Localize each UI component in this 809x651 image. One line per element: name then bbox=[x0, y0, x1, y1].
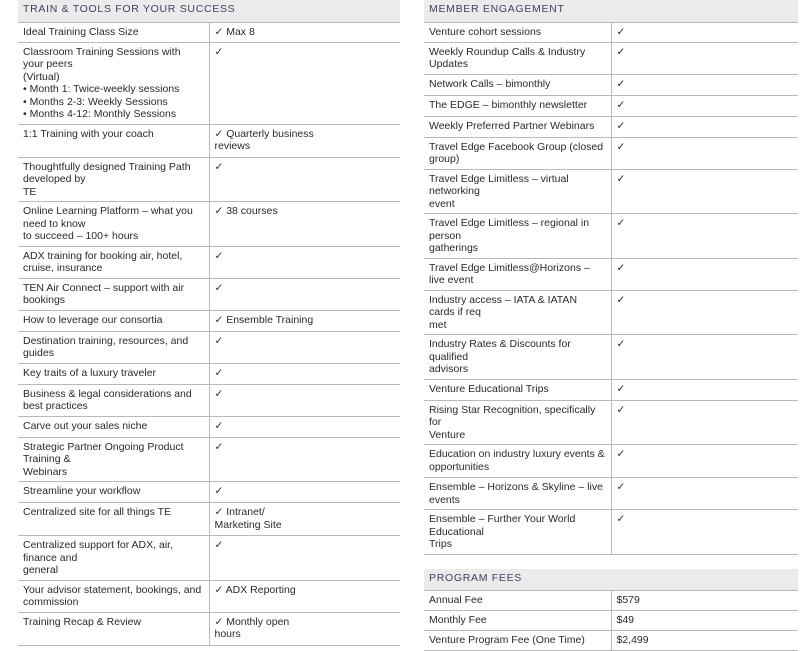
train-label-line: to succeed – 100+ hours bbox=[23, 230, 204, 243]
train-row-label bbox=[18, 437, 209, 482]
checkmark-value: ✓ bbox=[215, 420, 396, 433]
train-row-label bbox=[18, 278, 209, 310]
train-label-line: • Months 2-3: Weekly Sessions bbox=[23, 96, 204, 109]
engagement-row-value bbox=[611, 290, 798, 335]
train-row-value bbox=[209, 580, 400, 612]
train-row-value bbox=[209, 22, 400, 42]
engagement-row bbox=[424, 74, 798, 95]
checkmark-value: ✓ 38 courses bbox=[215, 205, 396, 218]
checkmark-value: ✓ bbox=[215, 335, 396, 348]
train-label-line: Webinars bbox=[23, 466, 204, 479]
train-row bbox=[18, 202, 400, 247]
engagement-row-label bbox=[424, 510, 611, 555]
train-row-value bbox=[209, 503, 400, 536]
engagement-row-label bbox=[424, 42, 611, 74]
program-fees-table bbox=[424, 555, 798, 651]
train-row-value bbox=[209, 612, 400, 645]
train-row bbox=[18, 22, 400, 42]
train-label-line: TEN Air Connect – support with air bookings bbox=[23, 282, 204, 307]
train-row-value bbox=[209, 437, 400, 482]
fees-value-line: $49 bbox=[617, 614, 794, 627]
checkmark-value: ✓ bbox=[617, 448, 794, 461]
train-label-line: Strategic Partner Ongoing Product Training & bbox=[23, 441, 204, 466]
engagement-label-line: Rising Star Recognition, specifically for bbox=[429, 404, 606, 429]
train-label-line: Streamline your workflow bbox=[23, 485, 204, 498]
engagement-label-line: Travel Edge Facebook Group (closed group) bbox=[429, 141, 606, 166]
train-row-label bbox=[18, 310, 209, 331]
checkmark-value: ✓ Quarterly business bbox=[215, 128, 396, 141]
train-row-value bbox=[209, 482, 400, 503]
engagement-label-line: gatherings bbox=[429, 242, 606, 255]
checkmark-value: ✓ bbox=[617, 141, 794, 154]
train-row bbox=[18, 503, 400, 536]
checkmark-value: ✓ ADX Reporting bbox=[215, 584, 396, 597]
train-label-line: • Months 4-12: Monthly Sessions bbox=[23, 108, 204, 121]
train-row-value bbox=[209, 157, 400, 202]
engagement-row-label bbox=[424, 290, 611, 335]
checkmark-value: ✓ bbox=[215, 388, 396, 401]
engagement-row-label bbox=[424, 400, 611, 445]
train-row-value bbox=[209, 310, 400, 331]
engagement-row-value bbox=[611, 379, 798, 400]
fees-row-label bbox=[424, 611, 611, 631]
train-label-line: general bbox=[23, 564, 204, 577]
train-tools-table bbox=[18, 0, 400, 646]
checkmark-value: ✓ bbox=[215, 485, 396, 498]
engagement-label-line: Industry Rates & Discounts for qualified bbox=[429, 338, 606, 363]
checkmark-value: ✓ bbox=[617, 120, 794, 133]
train-row-label bbox=[18, 384, 209, 416]
train-row-label bbox=[18, 363, 209, 384]
fees-value-line: $579 bbox=[617, 594, 794, 607]
checkmark-value: ✓ bbox=[617, 78, 794, 91]
engagement-row-value bbox=[611, 335, 798, 380]
engagement-label-line: Education on industry luxury events & bbox=[429, 448, 606, 461]
engagement-row-value bbox=[611, 478, 798, 510]
engagement-label-line: Ensemble – Horizons & Skyline – live events bbox=[429, 481, 606, 506]
fees-row-label bbox=[424, 591, 611, 611]
train-row-label bbox=[18, 503, 209, 536]
checkmark-value: ✓ bbox=[617, 481, 794, 494]
train-row bbox=[18, 310, 400, 331]
train-row-label bbox=[18, 331, 209, 363]
train-label-line: • Month 1: Twice-weekly sessions bbox=[23, 83, 204, 96]
fees-row-label bbox=[424, 631, 611, 651]
train-row-label bbox=[18, 22, 209, 42]
train-row-value bbox=[209, 331, 400, 363]
train-row-label bbox=[18, 536, 209, 581]
engagement-row-value bbox=[611, 214, 798, 259]
engagement-label-line: Travel Edge Limitless@Horizons – live event bbox=[429, 262, 606, 287]
fees-row bbox=[424, 591, 798, 611]
train-row-label bbox=[18, 580, 209, 612]
train-row bbox=[18, 437, 400, 482]
train-label-line: Online Learning Platform – what you need to know bbox=[23, 205, 204, 230]
checkmark-value: ✓ bbox=[617, 338, 794, 351]
checkmark-value: ✓ Intranet/ bbox=[215, 506, 396, 519]
train-label-line: 1:1 Training with your coach bbox=[23, 128, 204, 141]
checkmark-value: ✓ bbox=[617, 46, 794, 59]
train-row bbox=[18, 384, 400, 416]
checkmark-value: ✓ bbox=[215, 367, 396, 380]
fees-row bbox=[424, 611, 798, 631]
checkmark-value: ✓ bbox=[617, 173, 794, 186]
engagement-row bbox=[424, 510, 798, 555]
engagement-row bbox=[424, 116, 798, 137]
engagement-row-label bbox=[424, 95, 611, 116]
checkmark-value: ✓ bbox=[617, 26, 794, 39]
train-row-value bbox=[209, 42, 400, 124]
checkmark-value: ✓ bbox=[215, 441, 396, 454]
fees-row-value bbox=[611, 631, 798, 651]
train-row bbox=[18, 246, 400, 278]
engagement-row bbox=[424, 445, 798, 478]
engagement-row-label bbox=[424, 445, 611, 478]
train-value-line: hours bbox=[215, 628, 396, 641]
train-label-line: Training Recap & Review bbox=[23, 616, 204, 629]
train-header: TRAIN & TOOLS FOR YOUR SUCCESS bbox=[18, 0, 400, 22]
train-label-line: Your advisor statement, bookings, and commission bbox=[23, 584, 204, 609]
train-label-line: Key traits of a luxury traveler bbox=[23, 367, 204, 380]
train-row bbox=[18, 536, 400, 581]
train-row-label bbox=[18, 157, 209, 202]
fees-row bbox=[424, 631, 798, 651]
engagement-label-line: Weekly Roundup Calls & Industry Updates bbox=[429, 46, 606, 71]
engagement-label-line: The EDGE – bimonthly newsletter bbox=[429, 99, 606, 112]
engagement-label-line: Venture bbox=[429, 429, 606, 442]
train-label-line: Ideal Training Class Size bbox=[23, 26, 204, 39]
engagement-row bbox=[424, 22, 798, 42]
checkmark-value: ✓ bbox=[617, 404, 794, 417]
train-row-value bbox=[209, 416, 400, 437]
engagement-row-value bbox=[611, 445, 798, 478]
train-label-line: ADX training for booking air, hotel, cruise, insurance bbox=[23, 250, 204, 275]
engagement-row-label bbox=[424, 116, 611, 137]
engagement-header: MEMBER ENGAGEMENT bbox=[424, 0, 798, 22]
train-row-value bbox=[209, 384, 400, 416]
checkmark-value: ✓ bbox=[617, 383, 794, 396]
engagement-row bbox=[424, 169, 798, 214]
engagement-row-value bbox=[611, 95, 798, 116]
engagement-label-line: met bbox=[429, 319, 606, 332]
engagement-row-label bbox=[424, 478, 611, 510]
engagement-row-label bbox=[424, 22, 611, 42]
engagement-row-value bbox=[611, 42, 798, 74]
train-value-line: reviews bbox=[215, 140, 396, 153]
train-row-value bbox=[209, 124, 400, 157]
engagement-row bbox=[424, 214, 798, 259]
fees-label-line: Annual Fee bbox=[429, 594, 606, 607]
engagement-row-label bbox=[424, 379, 611, 400]
fees-label-line: Venture Program Fee (One Time) bbox=[429, 634, 606, 647]
engagement-row-value bbox=[611, 169, 798, 214]
engagement-row bbox=[424, 335, 798, 380]
engagement-label-line: Trips bbox=[429, 538, 606, 551]
train-value-line: Marketing Site bbox=[215, 519, 396, 532]
engagement-label-line: Ensemble – Further Your World Educational bbox=[429, 513, 606, 538]
checkmark-value: ✓ Monthly open bbox=[215, 616, 396, 629]
train-row-label bbox=[18, 246, 209, 278]
engagement-label-line: opportunities bbox=[429, 461, 606, 474]
train-row-label bbox=[18, 482, 209, 503]
member-engagement-table bbox=[424, 0, 798, 555]
train-row bbox=[18, 331, 400, 363]
train-label-line: Carve out your sales niche bbox=[23, 420, 204, 433]
train-row-value bbox=[209, 363, 400, 384]
engagement-row-label bbox=[424, 137, 611, 169]
engagement-label-line: Network Calls – bimonthly bbox=[429, 78, 606, 91]
train-row-value bbox=[209, 202, 400, 247]
train-row bbox=[18, 157, 400, 202]
train-row-label bbox=[18, 202, 209, 247]
train-row-label bbox=[18, 612, 209, 645]
train-label-line: Centralized support for ADX, air, finance and bbox=[23, 539, 204, 564]
engagement-row bbox=[424, 478, 798, 510]
checkmark-value: ✓ bbox=[215, 46, 396, 59]
checkmark-value: ✓ bbox=[617, 217, 794, 230]
engagement-row-value bbox=[611, 116, 798, 137]
engagement-row-label bbox=[424, 258, 611, 290]
engagement-row bbox=[424, 42, 798, 74]
train-label-line: Thoughtfully designed Training Path developed by bbox=[23, 161, 204, 186]
train-row bbox=[18, 580, 400, 612]
checkmark-value: ✓ bbox=[617, 262, 794, 275]
checkmark-value: ✓ bbox=[215, 250, 396, 263]
engagement-row-value bbox=[611, 400, 798, 445]
train-row-value bbox=[209, 278, 400, 310]
engagement-label-line: Travel Edge Limitless – regional in person bbox=[429, 217, 606, 242]
train-row bbox=[18, 363, 400, 384]
engagement-row bbox=[424, 290, 798, 335]
train-row bbox=[18, 482, 400, 503]
fees-value-line: $2,499 bbox=[617, 634, 794, 647]
train-row-value bbox=[209, 246, 400, 278]
engagement-row bbox=[424, 379, 798, 400]
engagement-label-line: Industry access – IATA & IATAN cards if req bbox=[429, 294, 606, 319]
train-label-line: Classroom Training Sessions with your peers bbox=[23, 46, 204, 71]
fees-spacer bbox=[424, 555, 798, 569]
engagement-row bbox=[424, 95, 798, 116]
engagement-label-line: Venture cohort sessions bbox=[429, 26, 606, 39]
checkmark-value: ✓ bbox=[617, 513, 794, 526]
checkmark-value: ✓ bbox=[215, 161, 396, 174]
checkmark-value: ✓ Max 8 bbox=[215, 26, 396, 39]
fees-row-value bbox=[611, 591, 798, 611]
checkmark-value: ✓ bbox=[617, 99, 794, 112]
engagement-row-value bbox=[611, 258, 798, 290]
engagement-label-line: Travel Edge Limitless – virtual networking bbox=[429, 173, 606, 198]
checkmark-value: ✓ bbox=[215, 282, 396, 295]
engagement-row bbox=[424, 258, 798, 290]
engagement-label-line: Venture Educational Trips bbox=[429, 383, 606, 396]
engagement-row-value bbox=[611, 22, 798, 42]
engagement-row-value bbox=[611, 137, 798, 169]
fees-header: PROGRAM FEES bbox=[424, 569, 798, 591]
engagement-row-label bbox=[424, 335, 611, 380]
train-row-label bbox=[18, 124, 209, 157]
engagement-row bbox=[424, 137, 798, 169]
checkmark-value: ✓ bbox=[215, 539, 396, 552]
engagement-label-line: Weekly Preferred Partner Webinars bbox=[429, 120, 606, 133]
train-label-line: (Virtual) bbox=[23, 71, 204, 84]
train-label-line: Business & legal considerations and best practices bbox=[23, 388, 204, 413]
train-row-label bbox=[18, 42, 209, 124]
train-label-line: Destination training, resources, and guides bbox=[23, 335, 204, 360]
train-row-label bbox=[18, 416, 209, 437]
train-row bbox=[18, 416, 400, 437]
engagement-label-line: advisors bbox=[429, 363, 606, 376]
right-column bbox=[424, 0, 798, 651]
engagement-row-label bbox=[424, 169, 611, 214]
engagement-row-label bbox=[424, 74, 611, 95]
train-row-value bbox=[209, 536, 400, 581]
engagement-row bbox=[424, 400, 798, 445]
checkmark-value: ✓ bbox=[617, 294, 794, 307]
train-row bbox=[18, 42, 400, 124]
train-label-line: Centralized site for all things TE bbox=[23, 506, 204, 519]
train-row bbox=[18, 278, 400, 310]
engagement-row-value bbox=[611, 510, 798, 555]
train-label-line: TE bbox=[23, 186, 204, 199]
fees-label-line: Monthly Fee bbox=[429, 614, 606, 627]
checkmark-value: ✓ Ensemble Training bbox=[215, 314, 396, 327]
train-label-line: How to leverage our consortia bbox=[23, 314, 204, 327]
engagement-row-label bbox=[424, 214, 611, 259]
train-row bbox=[18, 612, 400, 645]
fees-row-value bbox=[611, 611, 798, 631]
train-row bbox=[18, 124, 400, 157]
engagement-row-value bbox=[611, 74, 798, 95]
engagement-label-line: event bbox=[429, 198, 606, 211]
